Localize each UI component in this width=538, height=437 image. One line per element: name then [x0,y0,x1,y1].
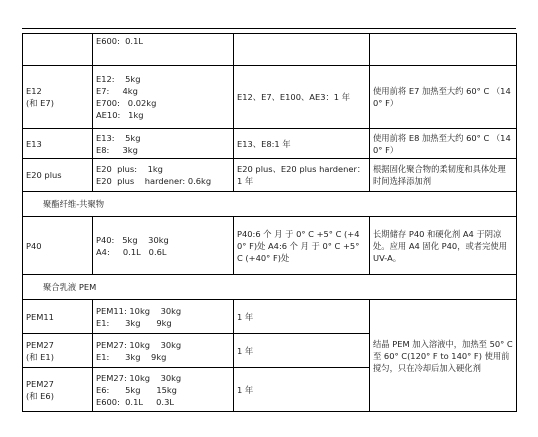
section-row [23,192,517,217]
shelf-life-cell [234,334,370,368]
product-name: E20 plus [26,170,62,180]
components-cell [93,217,234,275]
shelf-life-cell [234,300,370,334]
section-heading [23,192,517,217]
component-line: E6: 5kg 15kg [96,384,177,395]
component-line: E12: 5kg [96,74,141,84]
shelf-life-text: 1 年 [237,311,254,322]
shelf-life-text: 1 年 [237,345,254,356]
product-name-cell [23,368,93,412]
shelf-life-text: E20 plus、E20 plus hardener：1 年 [237,164,366,186]
component-line: PEM11: 10kg 30kg [96,305,182,316]
components-cell [93,66,234,129]
shelf-life-cell [234,129,370,159]
note-cell [370,66,517,129]
components-cell [93,159,234,192]
note-text: 结晶 PEM 加入溶液中，加热至 50° C 至 60° C(120° F to 140° F) 使用前搅匀，只在冷却后加入硬化剂 [373,338,513,373]
product-name: E13 [26,138,42,149]
product-name-cell [23,300,93,334]
component-line: AE10: 1kg [96,110,144,120]
note-text: 根据固化聚合物的柔韧度和具体处理时间选择添加剂 [373,164,506,186]
table-row [23,300,517,334]
shelf-life-cell [234,217,370,275]
note-text: 长期储存 P40 和硬化剂 A4 于阴凉处。应用 A4 固化 P40，或者完使用 UV-A。 [373,228,507,263]
component-line: PEM27: 10kg 30kg [96,372,182,383]
component-line: E700: 0.02kg [96,98,157,108]
table-row [23,129,517,159]
product-name-cell [23,129,93,159]
shelf-life-cell [234,159,370,192]
product-name-sub: (和 E7) [26,98,54,108]
section-title: 聚酯纤维-共聚物 [43,199,105,209]
table-row [23,34,517,66]
header-rule [22,28,516,29]
product-name: P40 [26,240,42,251]
shelf-life-cell [234,368,370,412]
note-cell [370,300,517,412]
product-table [22,33,517,412]
components-cell [93,34,234,66]
component-line: E1: 3kg 9kg [96,351,167,362]
section-row [23,275,517,300]
components-cell [93,300,234,334]
shelf-life-text: P40:6 个 月 于 0° C +5° C (+40° F)处 A4:6 个 月 于 0° C +5° C (+40° F)处 [237,228,360,263]
note-cell [370,34,517,66]
component-line: E13: 5kg [96,132,141,143]
note-text: 使用前将 E7 加热至大约 60° C （140° F） [373,86,511,108]
table-row [23,217,517,275]
shelf-life-text: 1 年 [237,384,254,395]
product-name: PEM27 [26,339,54,350]
shelf-life-cell [234,34,370,66]
note-text: 使用前将 E8 加热至大约 60° C （140° F） [373,132,511,155]
product-name-sub: (和 E1) [26,351,54,362]
component-line: E20 plus hardener: 0.6kg [96,176,212,186]
note-cell [370,159,517,192]
component-line: E600: 0.1L [96,36,143,46]
components-cell [93,334,234,368]
shelf-life-text: E13、E8:1 年 [237,138,291,149]
product-name: PEM11 [26,311,54,322]
product-name: E12 [26,86,42,96]
product-name-cell [23,217,93,275]
product-name: PEM27 [26,378,54,389]
section-title: 聚合乳液 PEM [43,282,97,292]
product-name-cell [23,66,93,129]
component-line: E20 plus: 1kg [96,164,163,174]
component-line: E8: 3kg [96,144,138,155]
note-cell [370,129,517,159]
shelf-life-text: E12、E7、E100、AE3：1 年 [237,92,350,102]
table-row [23,159,517,192]
product-name-cell [23,334,93,368]
product-name-sub: (和 E6) [26,390,54,401]
components-cell [93,129,234,159]
components-cell [93,368,234,412]
component-line: P40: 5kg 30kg [96,234,169,245]
product-name-cell [23,34,93,66]
note-cell [370,217,517,275]
section-heading [23,275,517,300]
table-row [23,66,517,129]
shelf-life-cell [234,66,370,129]
component-line: PEM27: 10kg 30kg [96,339,182,350]
component-line: E600: 0.1L 0.3L [96,396,174,407]
component-line: A4: 0.1L 0.6L [96,246,167,257]
component-line: E7: 4kg [96,86,138,96]
product-name-cell [23,159,93,192]
component-line: E1: 3kg 9kg [96,317,172,328]
